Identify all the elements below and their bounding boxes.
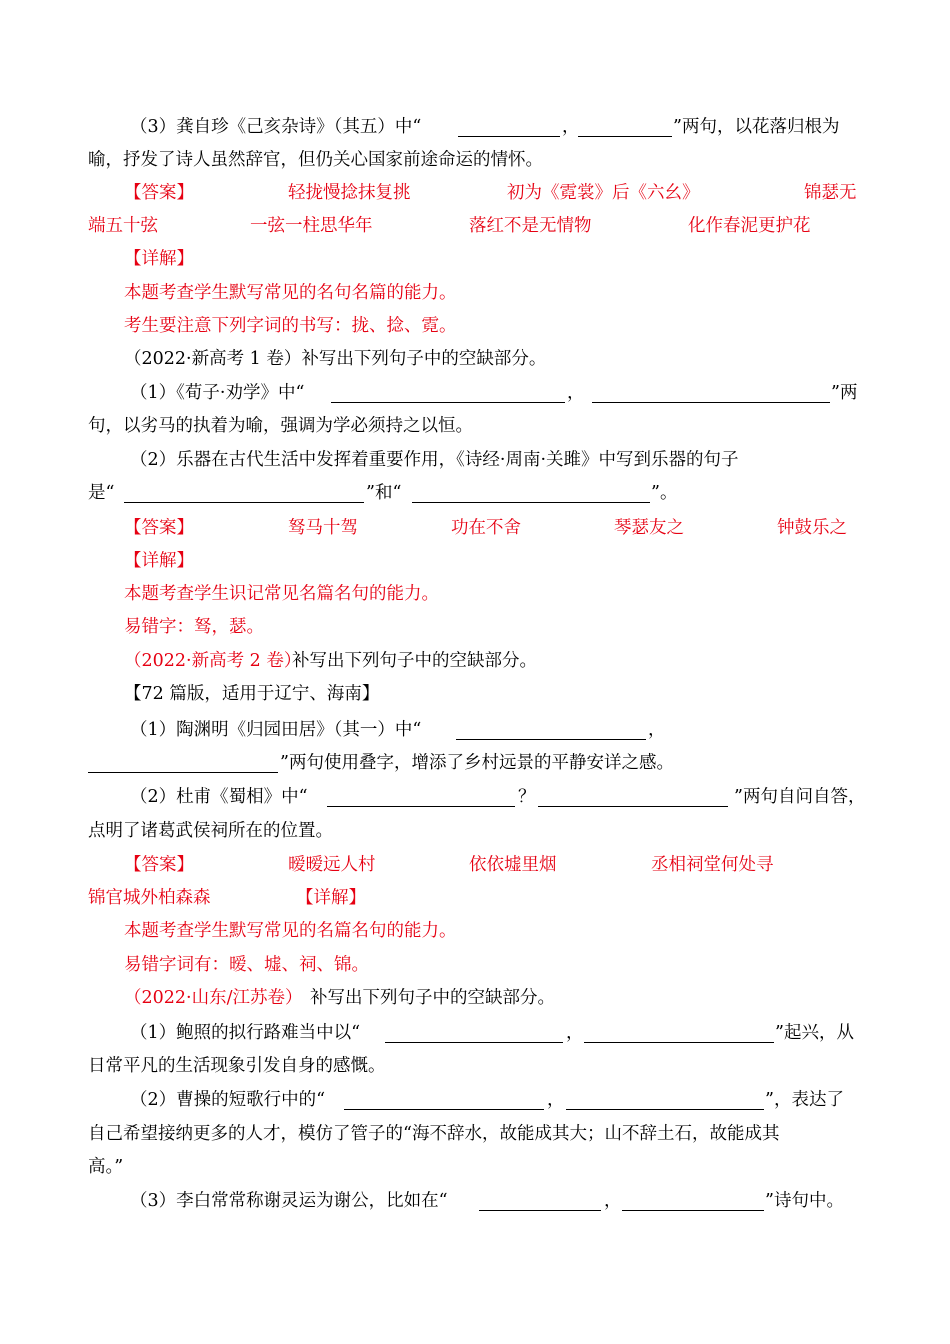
explain-text bbox=[0, 580, 950, 608]
q3-line1 bbox=[0, 1187, 950, 1215]
heading-text: （2022·新高考 1 卷）补写出下列句子中的空缺部分。 bbox=[124, 349, 547, 369]
explain-line: 易错字：驽，瑟。 bbox=[124, 617, 264, 637]
answer-item: 丞相祠堂何处寻 bbox=[651, 855, 774, 875]
q1-prompt-end: ”两句使用叠字，增添了乡村远景的平静安详之感。 bbox=[280, 753, 674, 773]
q1-text: 句，以劣马的执着为喻，强调为学必须持之以恒。 bbox=[88, 416, 473, 436]
comma: ， bbox=[562, 117, 580, 137]
answer-blank[interactable] bbox=[88, 754, 278, 773]
question-mark: ？ bbox=[518, 787, 536, 807]
answer-blank[interactable] bbox=[412, 484, 650, 503]
answer-row bbox=[0, 212, 950, 240]
explain-text bbox=[0, 951, 950, 979]
answer-item: 琴瑟友之 bbox=[614, 518, 684, 538]
q3-prompt-end: ”两句，以花落归根为 bbox=[673, 117, 840, 137]
q2-connector: ”和“ bbox=[366, 483, 402, 503]
q2-prompt-end: ”，表达了 bbox=[765, 1090, 844, 1110]
explain-line: 易错字词有：暧、墟、祠、锦。 bbox=[124, 955, 369, 975]
q3-prompt-start: （3）李白常常称谢灵运为谢公，比如在“ bbox=[130, 1191, 448, 1211]
answer-blank[interactable] bbox=[479, 1192, 601, 1211]
answer-item: 化作春泥更护花 bbox=[688, 216, 811, 236]
explain-line: 本题考查学生默写常见的名篇名句的能力。 bbox=[124, 921, 457, 941]
explain-label-row bbox=[0, 245, 950, 273]
answer-row bbox=[0, 514, 950, 542]
explain-label-row bbox=[0, 547, 950, 575]
comma: ， bbox=[566, 1023, 584, 1043]
q2-line2 bbox=[0, 1120, 950, 1148]
explain-label: 【详解】 bbox=[124, 249, 194, 269]
section-heading bbox=[0, 647, 950, 675]
answer-blank[interactable] bbox=[327, 788, 515, 807]
answer-item: 一弦一柱思华年 bbox=[250, 216, 373, 236]
answer-blank[interactable] bbox=[566, 1091, 764, 1110]
q1-line2 bbox=[0, 412, 950, 440]
heading-text: 补写出下列句子中的空缺部分。 bbox=[292, 651, 537, 671]
q1-text: 日常平凡的生活现象引发自身的感慨。 bbox=[88, 1056, 386, 1076]
q2-line3 bbox=[0, 1153, 950, 1181]
explain-line: 考生要注意下列字词的书写：拢、捻、霓。 bbox=[124, 316, 457, 336]
q1-line1 bbox=[0, 379, 950, 407]
q3-prompt-start: （3）龚自珍《己亥杂诗》（其五）中“ bbox=[130, 117, 422, 137]
section-heading bbox=[0, 984, 950, 1012]
answer-item: 端五十弦 bbox=[88, 216, 158, 236]
explain-line: 本题考查学生默写常见的名句名篇的能力。 bbox=[124, 283, 457, 303]
answer-item: 锦官城外柏森森 bbox=[88, 888, 211, 908]
answer-item: 钟鼓乐之 bbox=[777, 518, 847, 538]
answer-blank[interactable] bbox=[344, 1091, 544, 1110]
answer-blank[interactable] bbox=[578, 118, 672, 137]
explain-label: 【详解】 bbox=[296, 888, 366, 908]
q2-prompt-start: （2）曹操的短歌行中的“ bbox=[130, 1090, 326, 1110]
q2-prompt-start: 是“ bbox=[88, 483, 115, 503]
heading-text: 补写出下列句子中的空缺部分。 bbox=[310, 988, 555, 1008]
answer-label: 【答案】 bbox=[124, 855, 194, 875]
q2-text: 点明了诸葛武侯祠所在的位置。 bbox=[88, 821, 333, 841]
q3-line2 bbox=[0, 146, 950, 174]
q2-line2 bbox=[0, 817, 950, 845]
answer-item: 驽马十驾 bbox=[288, 518, 358, 538]
q2-line1 bbox=[0, 446, 950, 474]
answer-blank[interactable] bbox=[584, 1024, 774, 1043]
comma: ， bbox=[547, 1090, 565, 1110]
explain-text bbox=[0, 312, 950, 340]
q1-prompt-start: （1）陶渊明《归园田居》（其一）中“ bbox=[130, 720, 422, 740]
comma: ， bbox=[604, 1191, 622, 1211]
section-heading bbox=[0, 345, 950, 373]
comma: ， bbox=[567, 383, 585, 403]
q1-prompt-end: ”起兴，从 bbox=[775, 1023, 854, 1043]
q1-prompt-start: （1）《荀子·劝学》中“ bbox=[130, 383, 305, 403]
explain-line: 本题考查学生识记常见名篇名句的能力。 bbox=[124, 584, 439, 604]
answer-item: 功在不舍 bbox=[451, 518, 521, 538]
explain-text bbox=[0, 613, 950, 641]
q1-line2 bbox=[0, 749, 950, 777]
comma: ， bbox=[648, 720, 666, 740]
answer-blank[interactable] bbox=[538, 788, 728, 807]
q2-prompt-end: ”两句自问自答， bbox=[734, 787, 866, 807]
q3-line1 bbox=[0, 113, 950, 141]
answer-row bbox=[0, 179, 950, 207]
answer-blank[interactable] bbox=[458, 118, 560, 137]
answer-row bbox=[0, 884, 950, 912]
answer-blank[interactable] bbox=[622, 1192, 764, 1211]
answer-label: 【答案】 bbox=[124, 183, 194, 203]
q2-line2 bbox=[0, 479, 950, 507]
q2-text: 自己希望接纳更多的人才，模仿了管子的“海不辞水，故能成其大；山不辞土石，故能成其 bbox=[88, 1124, 780, 1144]
answer-row bbox=[0, 851, 950, 879]
q1-line1 bbox=[0, 716, 950, 744]
q1-prompt-start: （1）鲍照的拟行路难当中以“ bbox=[130, 1023, 361, 1043]
answer-item: 初为《霓裳》后《六幺》 bbox=[507, 183, 700, 203]
answer-blank[interactable] bbox=[592, 384, 830, 403]
answer-blank[interactable] bbox=[456, 721, 646, 740]
q2-line1 bbox=[0, 1086, 950, 1114]
explain-text bbox=[0, 917, 950, 945]
answer-item: 锦瑟无 bbox=[804, 183, 857, 203]
answer-item: 轻拢慢捻抹复挑 bbox=[288, 183, 411, 203]
answer-blank[interactable] bbox=[385, 1024, 563, 1043]
q2-text: （2）乐器在古代生活中发挥着重要作用，《诗经·周南·关雎》中写到乐器的句子 bbox=[130, 450, 739, 470]
q3-prompt-end: ”诗句中。 bbox=[765, 1191, 844, 1211]
edition-text: 【72 篇版，适用于辽宁、海南】 bbox=[124, 684, 380, 704]
answer-item: 落红不是无情物 bbox=[469, 216, 592, 236]
q1-line2 bbox=[0, 1052, 950, 1080]
answer-blank[interactable] bbox=[124, 484, 364, 503]
q2-line1 bbox=[0, 783, 950, 811]
heading-source: （2022·山东/江苏卷） bbox=[124, 988, 303, 1008]
explain-text bbox=[0, 279, 950, 307]
edition-line bbox=[0, 680, 950, 708]
answer-item: 依依墟里烟 bbox=[469, 855, 557, 875]
answer-label: 【答案】 bbox=[124, 518, 194, 538]
q2-text: 高。” bbox=[88, 1157, 124, 1177]
q3-text: 喻，抒发了诗人虽然辞官，但仍关心国家前途命运的情怀。 bbox=[88, 150, 543, 170]
q1-line1 bbox=[0, 1019, 950, 1047]
q1-prompt-end: ”两 bbox=[831, 383, 858, 403]
answer-blank[interactable] bbox=[331, 384, 565, 403]
q2-prompt-end: ”。 bbox=[651, 483, 678, 503]
heading-source: （2022·新高考 2 卷） bbox=[124, 651, 302, 671]
q2-prompt-start: （2）杜甫《蜀相》中“ bbox=[130, 787, 308, 807]
answer-item: 暧暧远人村 bbox=[288, 855, 376, 875]
explain-label: 【详解】 bbox=[124, 551, 194, 571]
